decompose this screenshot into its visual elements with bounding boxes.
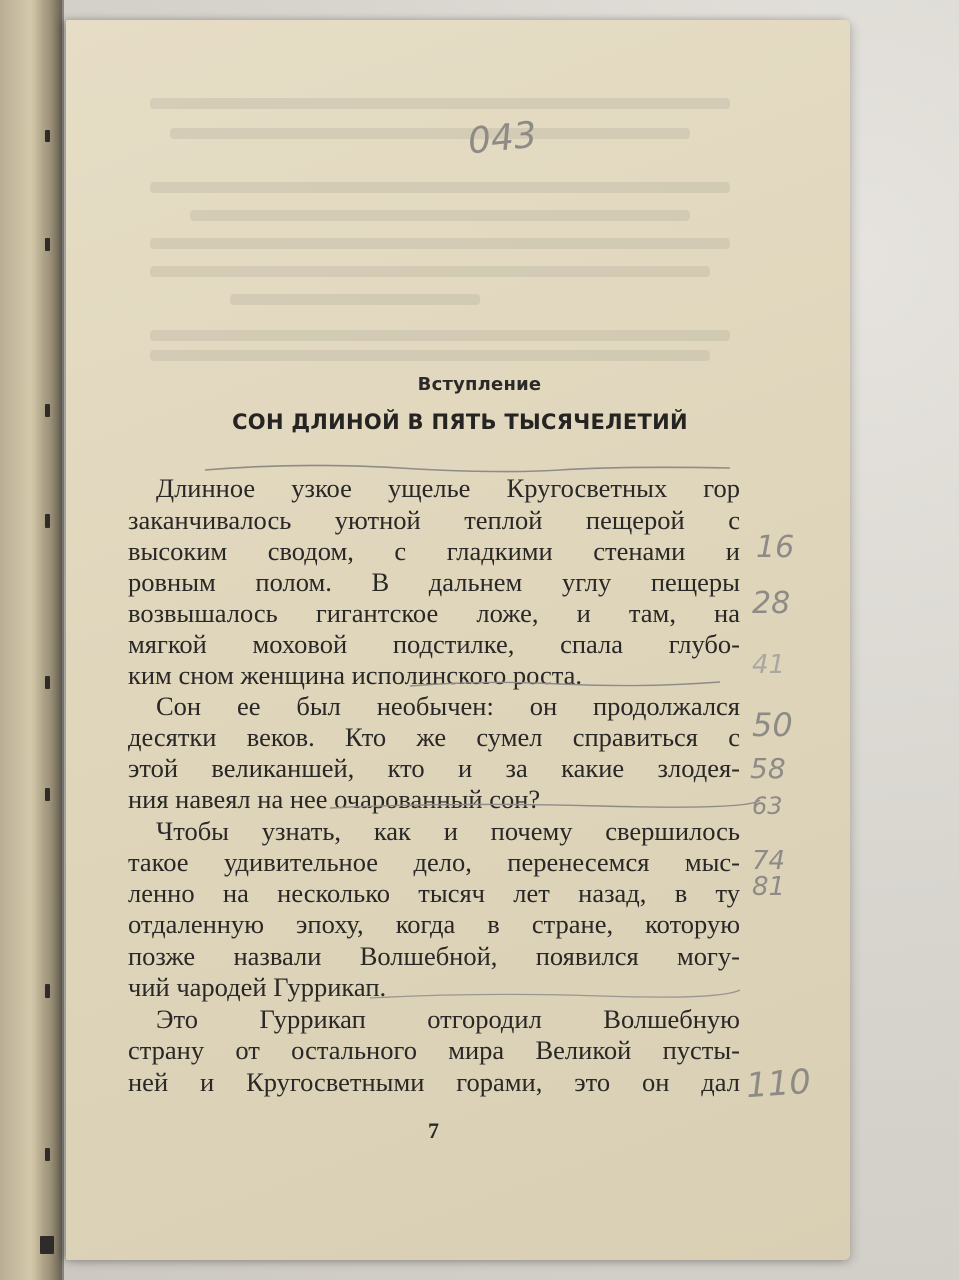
page-number: 7 [428, 1118, 439, 1143]
section-title: Вступление [417, 374, 542, 395]
text-line: заканчивалось уютной теплой пещерой с [128, 505, 740, 535]
pencil-note: 58 [750, 752, 786, 785]
text-line: Сон ее был необычен: он продолжался [156, 691, 740, 721]
pencil-note: 110 [744, 1061, 813, 1107]
text-line: такое удивительное дело, перенесемся мыс- [128, 847, 740, 877]
pencil-note: 28 [752, 586, 791, 621]
text-line: ния навеял на нее очарованный сон? [128, 784, 541, 814]
pencil-note: 16 [756, 530, 795, 565]
pencil-underline [370, 990, 740, 998]
text-line: чий чародей Гуррикап. [128, 972, 387, 1002]
text-line: ленно на несколько тысяч лет назад, в ту [128, 878, 740, 908]
pencil-note: 81 [752, 872, 786, 902]
text-line: возвышалось гигантское ложе, и там, на [128, 598, 740, 628]
pencil-underline [205, 465, 730, 471]
text-line: десятки веков. Кто же сумел справиться с [128, 722, 740, 752]
text-line: высоким сводом, с гладкими стенами и [128, 536, 740, 566]
pencil-note: 50 [752, 706, 793, 744]
pencil-underline [330, 800, 760, 808]
text-line: ровным полом. В дальнем углу пещеры [128, 567, 740, 597]
pencil-note: 74 [752, 846, 786, 876]
text-line: Чтобы узнать, как и почему свершилось [156, 816, 740, 846]
text-line: ней и Кругосветными горами, это он дал [128, 1067, 740, 1097]
text-line: страну от остального мира Великой пусты- [128, 1035, 740, 1065]
pencil-note: 63 [752, 792, 783, 820]
text-line: отдаленную эпоху, когда в стране, которую [128, 909, 740, 939]
text-line: этой великаншей, кто и за какие злодея- [128, 753, 740, 783]
text-line: Длинное узкое ущелье Кругосветных гор [156, 473, 740, 503]
text-line: ким сном женщина исполинского роста. [128, 660, 583, 690]
text-line: Это Гуррикап отгородил Волшебную [156, 1004, 740, 1034]
text-line: мягкой моховой подстилке, спала глубо- [128, 629, 740, 659]
chapter-title: СОН ДЛИНОЙ В ПЯТЬ ТЫСЯЧЕЛЕТИЙ [232, 410, 688, 434]
pencil-note: 41 [752, 650, 786, 680]
pencil-note-top: 043 [466, 114, 539, 163]
pencil-underline [410, 682, 720, 686]
text-line: позже назвали Волшебной, появился могу- [128, 941, 740, 971]
